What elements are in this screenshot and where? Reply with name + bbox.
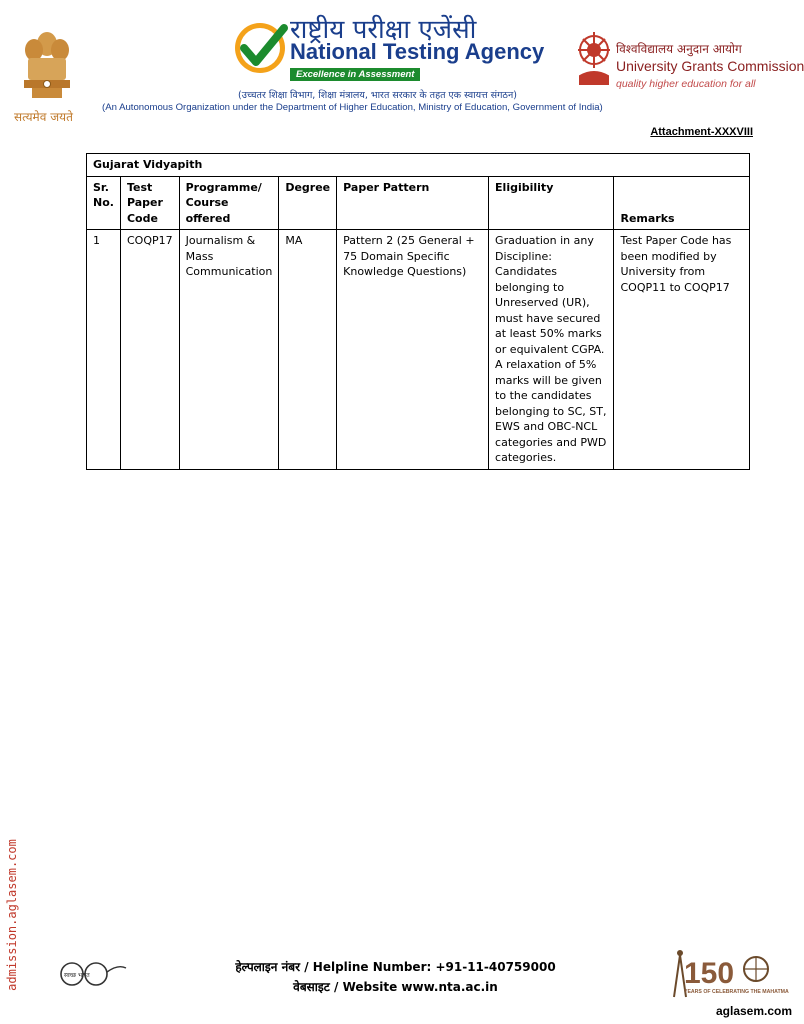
ugc-tagline: quality higher education for all (616, 78, 756, 90)
header-remarks: Remarks (614, 176, 750, 230)
attachment-label: Attachment-XXXVIII (650, 126, 753, 138)
cell-remarks: Test Paper Code has been modified by University from COQP11 to COQP17 (614, 230, 750, 470)
swachh-text: स्वच्छ भारत (64, 972, 90, 979)
cell-degree: MA (279, 230, 337, 470)
watermark-text: admission.aglasem.com (5, 839, 19, 991)
cell-programme: Journalism & Mass Communication (179, 230, 279, 470)
university-row (87, 154, 750, 177)
gandhi-number: 150 (684, 957, 735, 990)
ugc-logo-icon (576, 28, 612, 92)
header-degree: Degree (279, 176, 337, 230)
nta-subtitle: (An Autonomous Organization under the Department of Higher Education, Ministry of Education, Government of India) (102, 102, 603, 113)
table-row (87, 230, 750, 470)
ugc-name: University Grants Commission (616, 58, 804, 74)
national-emblem (14, 28, 80, 123)
header-sr-no: Sr. No. (87, 176, 121, 230)
header-eligibility: Eligibility (489, 176, 614, 230)
brand-name: aglasem.com (716, 1004, 793, 1018)
nta-name-hindi: राष्ट्रीय परीक्षा एजेंसी (290, 15, 477, 45)
ashoka-lion-emblem-icon (14, 28, 80, 106)
header-test-paper-code: Test Paper Code (120, 176, 179, 230)
nta-subtitle-hindi: (उच्चतर शिक्षा विभाग, शिक्षा मंत्रालय, भारत सरकार के तहत एक स्वायत्त संगठन) (238, 90, 517, 101)
cell-eligibility: Graduation in any Discipline: Candidates belonging to Unreserved (UR), must have secured at least 50% marks or equivalent CGPA. A relaxation of 5% marks will be given to the candidates belonging to SC, ST, EWS and OBC-NCL categories and PWD categories. (489, 230, 614, 470)
cell-test-paper-code: COQP17 (120, 230, 179, 470)
table-header-row (87, 176, 750, 230)
nta-tagline: Excellence in Assessment (290, 68, 420, 81)
gandhi-150-logo-icon (666, 945, 789, 1003)
header-paper-pattern: Paper Pattern (337, 176, 489, 230)
helpline-number: हेल्पलाइन नंबर / Helpline Number: +91-11-40759000 (235, 960, 556, 974)
gandhi-text: YEARS OF CELEBRATING THE MAHATMA (684, 989, 789, 995)
cell-paper-pattern: Pattern 2 (25 General + 75 Domain Specific Knowledge Questions) (337, 230, 489, 470)
university-name: Gujarat Vidyapith (87, 154, 750, 177)
ugc-name-hindi: विश्वविद्यालय अनुदान आयोग (616, 42, 742, 56)
header-programme: Programme/ Course offered (179, 176, 279, 230)
emblem-motto: सत्यमेव जयते (14, 110, 73, 124)
programme-table (86, 153, 750, 470)
website: वेबसाइट / Website www.nta.ac.in (293, 980, 498, 994)
nta-logo-icon (232, 18, 290, 78)
cell-sr-no: 1 (87, 230, 121, 470)
nta-name: National Testing Agency (290, 39, 545, 64)
